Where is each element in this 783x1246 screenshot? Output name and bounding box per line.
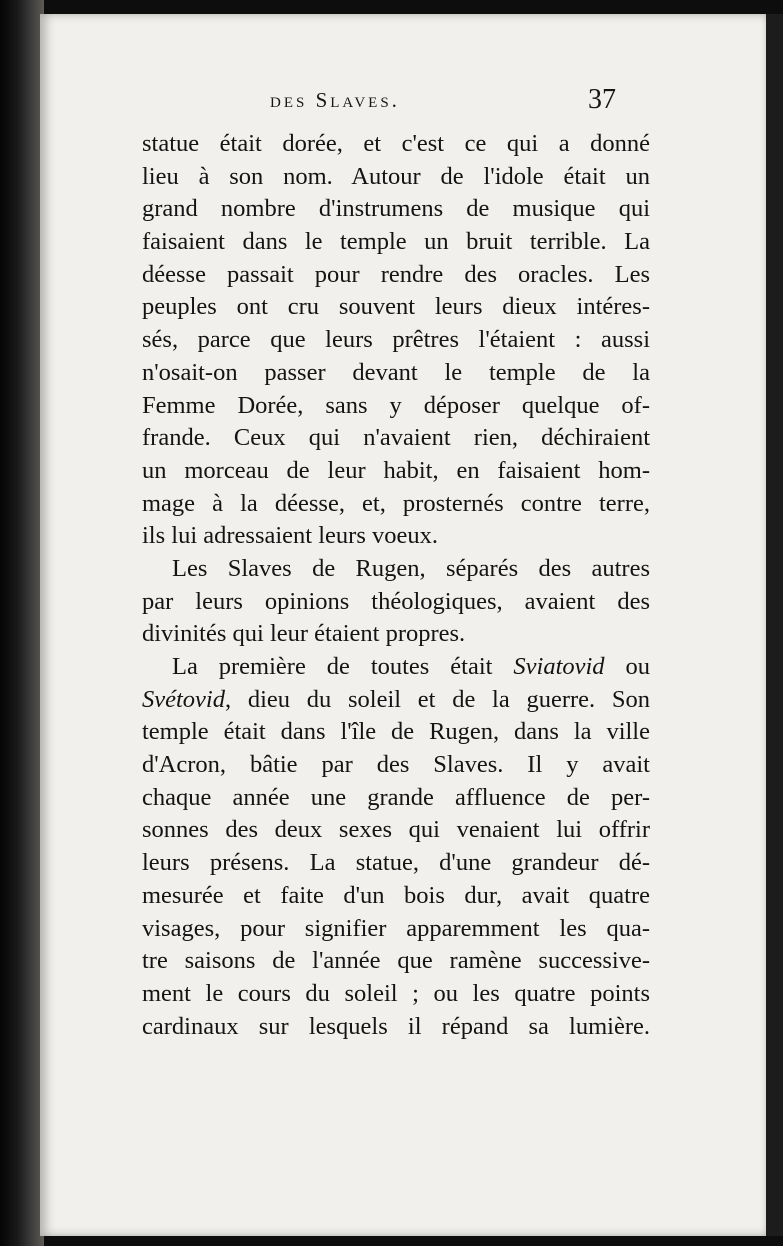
text-line: ils lui adressaient leurs voeux. xyxy=(142,522,438,550)
text-line: déesse passait pour rendre des oracles. Les xyxy=(142,260,650,288)
text-fragment: La première de toutes était xyxy=(172,653,514,680)
text-line: mesurée et faite d'un bois dur, avait quatre xyxy=(142,881,650,909)
text-line: lieu à son nom. Autour de l'idole était un xyxy=(142,162,650,190)
text-line: par leurs opinions théologiques, avaient des xyxy=(142,587,650,615)
running-head: des Slaves. xyxy=(270,88,400,112)
text-line: sés, parce que leurs prêtres l'étaient : aussi xyxy=(142,326,650,354)
text-line: tre saisons de l'année que ramène successive- xyxy=(142,947,650,975)
text-line: faisaient dans le temple un bruit terrible. La xyxy=(142,228,650,256)
body-text xyxy=(142,128,650,1043)
text-line xyxy=(142,684,650,717)
paragraph-1 xyxy=(142,128,650,553)
text-line: mage à la déesse, et, prosternés contre terre, xyxy=(142,489,650,517)
text-line: statue était dorée, et c'est ce qui a donné xyxy=(142,130,650,157)
scan-background-edge xyxy=(766,14,783,1236)
text-line: leurs présens. La statue, d'une grandeur dé- xyxy=(142,849,650,877)
text-line: un morceau de leur habit, en faisaient hom- xyxy=(142,456,650,484)
text-line: chaque année une grande affluence de per- xyxy=(142,783,650,811)
text-line: ment le cours du soleil ; ou les quatre points xyxy=(142,979,650,1007)
text-line: cardinaux sur lesquels il répand sa lumière. xyxy=(142,1012,650,1040)
text-fragment: , dieu du soleil et de la guerre. Son xyxy=(225,685,650,713)
text-line: temple était dans l'île de Rugen, dans la ville xyxy=(142,718,650,746)
book-binding-edge xyxy=(0,0,44,1246)
text-line: Les Slaves de Rugen, séparés des autres xyxy=(172,554,650,582)
paragraph-3 xyxy=(142,651,650,1043)
text-line: sonnes des deux sexes qui venaient lui offrir xyxy=(142,816,650,844)
page-number: 37 xyxy=(588,84,616,115)
paragraph-2 xyxy=(142,553,650,651)
text-line: Femme Dorée, sans y déposer quelque of- xyxy=(142,391,650,419)
deity-name-svetovid: Svétovid xyxy=(142,685,225,713)
text-line: grand nombre d'instrumens de musique qui xyxy=(142,195,650,223)
text-line: divinités qui leur étaient propres. xyxy=(142,620,466,648)
text-line: peuples ont cru souvent leurs dieux intéres- xyxy=(142,293,650,321)
text-line: visages, pour signifier apparemment les qua- xyxy=(142,914,650,942)
text-line: d'Acron, bâtie par des Slaves. Il y avait xyxy=(142,751,650,779)
text-line xyxy=(142,651,650,684)
text-line: n'osait-on passer devant le temple de la xyxy=(142,358,650,386)
text-fragment: ou xyxy=(604,653,650,680)
text-line: frande. Ceux qui n'avaient rien, déchiraient xyxy=(142,424,650,452)
deity-name-sviatovid: Sviatovid xyxy=(513,653,605,680)
